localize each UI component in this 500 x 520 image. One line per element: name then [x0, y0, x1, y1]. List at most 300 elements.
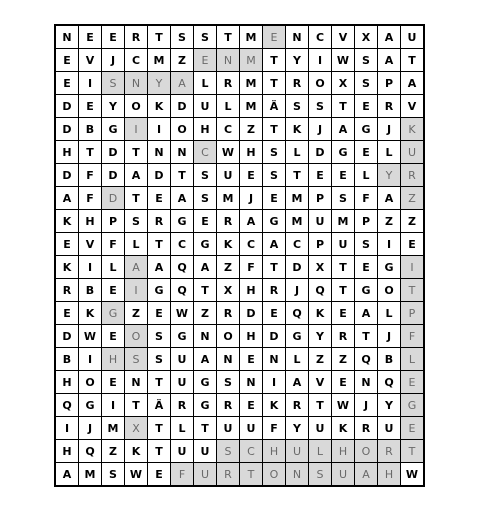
- grid-cell[interactable]: M: [217, 187, 240, 210]
- grid-cell[interactable]: T: [125, 394, 148, 417]
- grid-cell[interactable]: J: [378, 325, 401, 348]
- grid-cell[interactable]: G: [401, 394, 425, 417]
- grid-cell[interactable]: K: [263, 394, 286, 417]
- grid-cell[interactable]: D: [171, 95, 194, 118]
- grid-cell[interactable]: D: [286, 256, 309, 279]
- grid-cell[interactable]: U: [194, 95, 217, 118]
- grid-cell[interactable]: G: [263, 210, 286, 233]
- grid-cell[interactable]: A: [378, 49, 401, 72]
- grid-cell[interactable]: E: [55, 49, 79, 72]
- grid-cell[interactable]: A: [125, 256, 148, 279]
- grid-cell[interactable]: M: [286, 187, 309, 210]
- grid-cell[interactable]: K: [148, 95, 171, 118]
- grid-cell[interactable]: E: [55, 72, 79, 95]
- grid-cell[interactable]: E: [309, 164, 332, 187]
- grid-cell[interactable]: S: [102, 72, 125, 95]
- grid-cell[interactable]: N: [286, 463, 309, 487]
- grid-cell[interactable]: L: [309, 440, 332, 463]
- grid-cell[interactable]: J: [309, 118, 332, 141]
- grid-cell[interactable]: T: [286, 164, 309, 187]
- grid-cell[interactable]: E: [79, 95, 102, 118]
- grid-cell[interactable]: I: [378, 233, 401, 256]
- grid-cell[interactable]: T: [148, 371, 171, 394]
- grid-cell[interactable]: W: [332, 394, 355, 417]
- grid-cell[interactable]: C: [286, 233, 309, 256]
- grid-cell[interactable]: G: [194, 371, 217, 394]
- grid-cell[interactable]: G: [286, 325, 309, 348]
- grid-cell[interactable]: R: [55, 279, 79, 302]
- grid-cell[interactable]: T: [332, 95, 355, 118]
- grid-cell[interactable]: R: [217, 463, 240, 487]
- grid-cell[interactable]: I: [102, 394, 125, 417]
- grid-cell[interactable]: A: [263, 233, 286, 256]
- grid-cell[interactable]: U: [194, 463, 217, 487]
- grid-cell[interactable]: I: [148, 118, 171, 141]
- grid-cell[interactable]: T: [148, 25, 171, 49]
- grid-cell[interactable]: V: [79, 233, 102, 256]
- grid-cell[interactable]: F: [79, 187, 102, 210]
- grid-cell[interactable]: A: [125, 164, 148, 187]
- grid-cell[interactable]: D: [102, 141, 125, 164]
- grid-cell[interactable]: O: [125, 325, 148, 348]
- grid-cell[interactable]: E: [401, 417, 425, 440]
- grid-cell[interactable]: S: [217, 440, 240, 463]
- grid-cell[interactable]: K: [79, 302, 102, 325]
- grid-cell[interactable]: N: [171, 141, 194, 164]
- grid-cell[interactable]: V: [332, 25, 355, 49]
- grid-cell[interactable]: E: [240, 164, 263, 187]
- grid-cell[interactable]: N: [125, 371, 148, 394]
- grid-cell[interactable]: F: [102, 233, 125, 256]
- grid-cell[interactable]: S: [286, 95, 309, 118]
- grid-cell[interactable]: E: [263, 187, 286, 210]
- grid-cell[interactable]: I: [55, 417, 79, 440]
- grid-cell[interactable]: S: [125, 210, 148, 233]
- grid-cell[interactable]: A: [55, 463, 79, 487]
- grid-cell[interactable]: O: [171, 118, 194, 141]
- grid-cell[interactable]: T: [355, 325, 378, 348]
- grid-cell[interactable]: A: [378, 25, 401, 49]
- grid-cell[interactable]: H: [332, 440, 355, 463]
- grid-cell[interactable]: E: [240, 348, 263, 371]
- grid-cell[interactable]: U: [240, 417, 263, 440]
- grid-cell[interactable]: L: [401, 348, 425, 371]
- grid-cell[interactable]: J: [286, 279, 309, 302]
- grid-cell[interactable]: G: [194, 394, 217, 417]
- grid-cell[interactable]: V: [79, 49, 102, 72]
- grid-cell[interactable]: G: [194, 233, 217, 256]
- grid-cell[interactable]: Z: [171, 49, 194, 72]
- grid-cell[interactable]: F: [263, 417, 286, 440]
- grid-cell[interactable]: V: [309, 371, 332, 394]
- grid-cell[interactable]: A: [194, 348, 217, 371]
- grid-cell[interactable]: T: [194, 279, 217, 302]
- grid-cell[interactable]: B: [378, 348, 401, 371]
- grid-cell[interactable]: S: [171, 25, 194, 49]
- grid-cell[interactable]: T: [309, 394, 332, 417]
- grid-cell[interactable]: L: [171, 417, 194, 440]
- grid-cell[interactable]: Q: [286, 302, 309, 325]
- grid-cell[interactable]: I: [79, 256, 102, 279]
- grid-cell[interactable]: S: [194, 187, 217, 210]
- grid-cell[interactable]: Y: [309, 325, 332, 348]
- grid-cell[interactable]: E: [102, 25, 125, 49]
- grid-cell[interactable]: U: [332, 233, 355, 256]
- grid-cell[interactable]: C: [309, 25, 332, 49]
- grid-cell[interactable]: L: [286, 141, 309, 164]
- grid-cell[interactable]: M: [79, 463, 102, 487]
- grid-cell[interactable]: E: [194, 210, 217, 233]
- grid-cell[interactable]: W: [401, 463, 425, 487]
- grid-cell[interactable]: W: [332, 49, 355, 72]
- grid-cell[interactable]: S: [148, 348, 171, 371]
- grid-cell[interactable]: P: [309, 187, 332, 210]
- grid-cell[interactable]: Q: [79, 440, 102, 463]
- grid-cell[interactable]: G: [148, 279, 171, 302]
- grid-cell[interactable]: Z: [194, 302, 217, 325]
- grid-cell[interactable]: I: [263, 371, 286, 394]
- grid-cell[interactable]: M: [148, 49, 171, 72]
- grid-cell[interactable]: O: [125, 95, 148, 118]
- grid-cell[interactable]: U: [194, 440, 217, 463]
- grid-cell[interactable]: U: [309, 210, 332, 233]
- grid-cell[interactable]: Z: [332, 348, 355, 371]
- grid-cell[interactable]: G: [355, 279, 378, 302]
- grid-cell[interactable]: D: [102, 187, 125, 210]
- grid-cell[interactable]: E: [102, 279, 125, 302]
- grid-cell[interactable]: C: [240, 233, 263, 256]
- grid-cell[interactable]: C: [217, 118, 240, 141]
- grid-cell[interactable]: T: [171, 164, 194, 187]
- grid-cell[interactable]: W: [125, 463, 148, 487]
- grid-cell[interactable]: K: [55, 256, 79, 279]
- grid-cell[interactable]: A: [171, 72, 194, 95]
- grid-cell[interactable]: E: [401, 371, 425, 394]
- grid-cell[interactable]: L: [102, 256, 125, 279]
- grid-cell[interactable]: G: [79, 394, 102, 417]
- grid-cell[interactable]: P: [401, 302, 425, 325]
- grid-cell[interactable]: H: [55, 371, 79, 394]
- grid-cell[interactable]: L: [378, 141, 401, 164]
- grid-cell[interactable]: Z: [401, 187, 425, 210]
- grid-cell[interactable]: W: [79, 325, 102, 348]
- grid-cell[interactable]: J: [378, 118, 401, 141]
- grid-cell[interactable]: U: [217, 417, 240, 440]
- grid-cell[interactable]: E: [102, 371, 125, 394]
- grid-cell[interactable]: W: [171, 302, 194, 325]
- grid-cell[interactable]: S: [194, 25, 217, 49]
- grid-cell[interactable]: M: [240, 95, 263, 118]
- grid-cell[interactable]: E: [263, 302, 286, 325]
- grid-cell[interactable]: M: [240, 72, 263, 95]
- grid-cell[interactable]: G: [355, 118, 378, 141]
- grid-cell[interactable]: U: [171, 348, 194, 371]
- grid-cell[interactable]: T: [125, 141, 148, 164]
- grid-cell[interactable]: S: [309, 95, 332, 118]
- grid-cell[interactable]: O: [355, 440, 378, 463]
- grid-cell[interactable]: S: [217, 371, 240, 394]
- grid-cell[interactable]: Z: [240, 118, 263, 141]
- grid-cell[interactable]: R: [217, 72, 240, 95]
- grid-cell[interactable]: N: [217, 49, 240, 72]
- grid-cell[interactable]: A: [148, 256, 171, 279]
- grid-cell[interactable]: D: [55, 325, 79, 348]
- grid-cell[interactable]: A: [401, 72, 425, 95]
- grid-cell[interactable]: F: [401, 325, 425, 348]
- grid-cell[interactable]: H: [55, 141, 79, 164]
- grid-cell[interactable]: B: [79, 279, 102, 302]
- grid-cell[interactable]: Z: [217, 256, 240, 279]
- grid-cell[interactable]: I: [125, 279, 148, 302]
- grid-cell[interactable]: L: [194, 72, 217, 95]
- grid-cell[interactable]: T: [217, 25, 240, 49]
- grid-cell[interactable]: J: [79, 417, 102, 440]
- grid-cell[interactable]: X: [332, 72, 355, 95]
- grid-cell[interactable]: Q: [55, 394, 79, 417]
- grid-cell[interactable]: Z: [125, 302, 148, 325]
- grid-cell[interactable]: L: [286, 348, 309, 371]
- grid-cell[interactable]: D: [309, 141, 332, 164]
- grid-cell[interactable]: S: [263, 141, 286, 164]
- grid-cell[interactable]: T: [194, 417, 217, 440]
- grid-cell[interactable]: E: [332, 371, 355, 394]
- grid-cell[interactable]: Ä: [263, 95, 286, 118]
- grid-cell[interactable]: D: [55, 95, 79, 118]
- grid-cell[interactable]: I: [79, 348, 102, 371]
- grid-cell[interactable]: A: [240, 210, 263, 233]
- grid-cell[interactable]: E: [332, 302, 355, 325]
- grid-cell[interactable]: M: [240, 49, 263, 72]
- grid-cell[interactable]: W: [217, 141, 240, 164]
- grid-cell[interactable]: T: [263, 72, 286, 95]
- grid-cell[interactable]: A: [171, 187, 194, 210]
- grid-cell[interactable]: F: [240, 256, 263, 279]
- grid-cell[interactable]: U: [332, 463, 355, 487]
- grid-cell[interactable]: E: [102, 325, 125, 348]
- grid-cell[interactable]: H: [194, 118, 217, 141]
- grid-cell[interactable]: T: [125, 187, 148, 210]
- grid-cell[interactable]: R: [401, 164, 425, 187]
- grid-cell[interactable]: E: [148, 302, 171, 325]
- grid-cell[interactable]: T: [401, 49, 425, 72]
- grid-cell[interactable]: T: [401, 279, 425, 302]
- grid-cell[interactable]: N: [286, 25, 309, 49]
- grid-cell[interactable]: H: [102, 348, 125, 371]
- grid-cell[interactable]: U: [401, 25, 425, 49]
- grid-cell[interactable]: R: [263, 279, 286, 302]
- grid-cell[interactable]: G: [378, 256, 401, 279]
- grid-cell[interactable]: C: [240, 440, 263, 463]
- grid-cell[interactable]: J: [240, 187, 263, 210]
- grid-cell[interactable]: P: [355, 210, 378, 233]
- grid-cell[interactable]: Q: [171, 279, 194, 302]
- grid-cell[interactable]: U: [286, 440, 309, 463]
- grid-cell[interactable]: U: [217, 164, 240, 187]
- grid-cell[interactable]: X: [125, 417, 148, 440]
- grid-cell[interactable]: K: [125, 440, 148, 463]
- grid-cell[interactable]: J: [355, 394, 378, 417]
- grid-cell[interactable]: R: [217, 302, 240, 325]
- grid-cell[interactable]: Z: [401, 210, 425, 233]
- grid-cell[interactable]: B: [55, 348, 79, 371]
- grid-cell[interactable]: T: [240, 463, 263, 487]
- grid-cell[interactable]: R: [125, 25, 148, 49]
- grid-cell[interactable]: E: [355, 141, 378, 164]
- grid-cell[interactable]: Y: [102, 95, 125, 118]
- grid-cell[interactable]: O: [79, 371, 102, 394]
- grid-cell[interactable]: S: [355, 49, 378, 72]
- grid-cell[interactable]: H: [263, 440, 286, 463]
- grid-cell[interactable]: J: [102, 49, 125, 72]
- grid-cell[interactable]: O: [217, 325, 240, 348]
- grid-cell[interactable]: E: [355, 256, 378, 279]
- grid-cell[interactable]: Y: [148, 72, 171, 95]
- grid-cell[interactable]: N: [55, 25, 79, 49]
- grid-cell[interactable]: P: [102, 210, 125, 233]
- grid-cell[interactable]: H: [240, 325, 263, 348]
- grid-cell[interactable]: F: [79, 164, 102, 187]
- grid-cell[interactable]: X: [309, 256, 332, 279]
- grid-cell[interactable]: Q: [309, 279, 332, 302]
- grid-cell[interactable]: B: [79, 118, 102, 141]
- grid-cell[interactable]: T: [401, 440, 425, 463]
- grid-cell[interactable]: U: [309, 417, 332, 440]
- grid-cell[interactable]: T: [79, 141, 102, 164]
- grid-cell[interactable]: P: [309, 233, 332, 256]
- grid-cell[interactable]: N: [148, 141, 171, 164]
- grid-cell[interactable]: H: [79, 210, 102, 233]
- grid-cell[interactable]: K: [332, 417, 355, 440]
- grid-cell[interactable]: A: [55, 187, 79, 210]
- grid-cell[interactable]: E: [263, 25, 286, 49]
- grid-cell[interactable]: G: [332, 141, 355, 164]
- grid-cell[interactable]: Y: [378, 164, 401, 187]
- grid-cell[interactable]: Q: [378, 371, 401, 394]
- grid-cell[interactable]: O: [309, 72, 332, 95]
- grid-cell[interactable]: A: [378, 187, 401, 210]
- grid-cell[interactable]: S: [355, 72, 378, 95]
- grid-cell[interactable]: M: [102, 417, 125, 440]
- grid-cell[interactable]: E: [194, 49, 217, 72]
- grid-cell[interactable]: T: [263, 49, 286, 72]
- grid-cell[interactable]: I: [401, 256, 425, 279]
- grid-cell[interactable]: Q: [355, 348, 378, 371]
- grid-cell[interactable]: Z: [309, 348, 332, 371]
- grid-cell[interactable]: R: [286, 72, 309, 95]
- grid-cell[interactable]: N: [125, 72, 148, 95]
- grid-cell[interactable]: T: [332, 279, 355, 302]
- grid-cell[interactable]: D: [240, 302, 263, 325]
- grid-cell[interactable]: Y: [286, 49, 309, 72]
- grid-cell[interactable]: H: [55, 440, 79, 463]
- grid-cell[interactable]: O: [378, 279, 401, 302]
- grid-cell[interactable]: Q: [171, 256, 194, 279]
- grid-cell[interactable]: G: [102, 302, 125, 325]
- grid-cell[interactable]: T: [263, 118, 286, 141]
- grid-cell[interactable]: E: [55, 233, 79, 256]
- grid-cell[interactable]: U: [378, 417, 401, 440]
- grid-cell[interactable]: N: [355, 371, 378, 394]
- grid-cell[interactable]: D: [102, 164, 125, 187]
- grid-cell[interactable]: S: [102, 463, 125, 487]
- grid-cell[interactable]: K: [55, 210, 79, 233]
- grid-cell[interactable]: E: [240, 394, 263, 417]
- grid-cell[interactable]: D: [148, 164, 171, 187]
- grid-cell[interactable]: L: [217, 95, 240, 118]
- grid-cell[interactable]: F: [355, 187, 378, 210]
- grid-cell[interactable]: F: [171, 463, 194, 487]
- grid-cell[interactable]: V: [401, 95, 425, 118]
- grid-cell[interactable]: R: [148, 210, 171, 233]
- grid-cell[interactable]: E: [401, 233, 425, 256]
- grid-cell[interactable]: G: [102, 118, 125, 141]
- grid-cell[interactable]: N: [217, 348, 240, 371]
- grid-cell[interactable]: G: [171, 325, 194, 348]
- grid-cell[interactable]: R: [378, 440, 401, 463]
- grid-cell[interactable]: E: [355, 95, 378, 118]
- grid-cell[interactable]: T: [148, 233, 171, 256]
- grid-cell[interactable]: M: [332, 210, 355, 233]
- grid-cell[interactable]: S: [355, 233, 378, 256]
- grid-cell[interactable]: N: [263, 348, 286, 371]
- grid-cell[interactable]: S: [263, 164, 286, 187]
- grid-cell[interactable]: H: [240, 279, 263, 302]
- grid-cell[interactable]: I: [125, 118, 148, 141]
- grid-cell[interactable]: R: [217, 394, 240, 417]
- grid-cell[interactable]: A: [286, 371, 309, 394]
- grid-cell[interactable]: I: [309, 49, 332, 72]
- grid-cell[interactable]: D: [55, 118, 79, 141]
- grid-cell[interactable]: T: [148, 440, 171, 463]
- grid-cell[interactable]: S: [332, 187, 355, 210]
- grid-cell[interactable]: T: [263, 256, 286, 279]
- grid-cell[interactable]: K: [286, 118, 309, 141]
- grid-cell[interactable]: S: [309, 463, 332, 487]
- grid-cell[interactable]: C: [171, 233, 194, 256]
- grid-cell[interactable]: R: [355, 417, 378, 440]
- grid-cell[interactable]: Z: [102, 440, 125, 463]
- grid-cell[interactable]: A: [355, 302, 378, 325]
- grid-cell[interactable]: S: [148, 325, 171, 348]
- grid-cell[interactable]: C: [194, 141, 217, 164]
- grid-cell[interactable]: A: [194, 256, 217, 279]
- grid-cell[interactable]: E: [332, 164, 355, 187]
- grid-cell[interactable]: K: [217, 233, 240, 256]
- grid-cell[interactable]: Y: [378, 394, 401, 417]
- grid-cell[interactable]: U: [171, 440, 194, 463]
- grid-cell[interactable]: U: [401, 141, 425, 164]
- grid-cell[interactable]: M: [286, 210, 309, 233]
- grid-cell[interactable]: T: [332, 256, 355, 279]
- grid-cell[interactable]: K: [401, 118, 425, 141]
- grid-cell[interactable]: C: [125, 49, 148, 72]
- grid-cell[interactable]: X: [217, 279, 240, 302]
- grid-cell[interactable]: R: [171, 394, 194, 417]
- grid-cell[interactable]: S: [125, 348, 148, 371]
- grid-cell[interactable]: T: [148, 417, 171, 440]
- grid-cell[interactable]: P: [378, 72, 401, 95]
- grid-cell[interactable]: D: [55, 164, 79, 187]
- grid-cell[interactable]: O: [263, 463, 286, 487]
- grid-cell[interactable]: S: [194, 164, 217, 187]
- grid-cell[interactable]: E: [148, 187, 171, 210]
- grid-cell[interactable]: X: [355, 25, 378, 49]
- grid-cell[interactable]: U: [171, 371, 194, 394]
- grid-cell[interactable]: N: [194, 325, 217, 348]
- grid-cell[interactable]: I: [79, 72, 102, 95]
- grid-cell[interactable]: H: [378, 463, 401, 487]
- grid-cell[interactable]: M: [240, 25, 263, 49]
